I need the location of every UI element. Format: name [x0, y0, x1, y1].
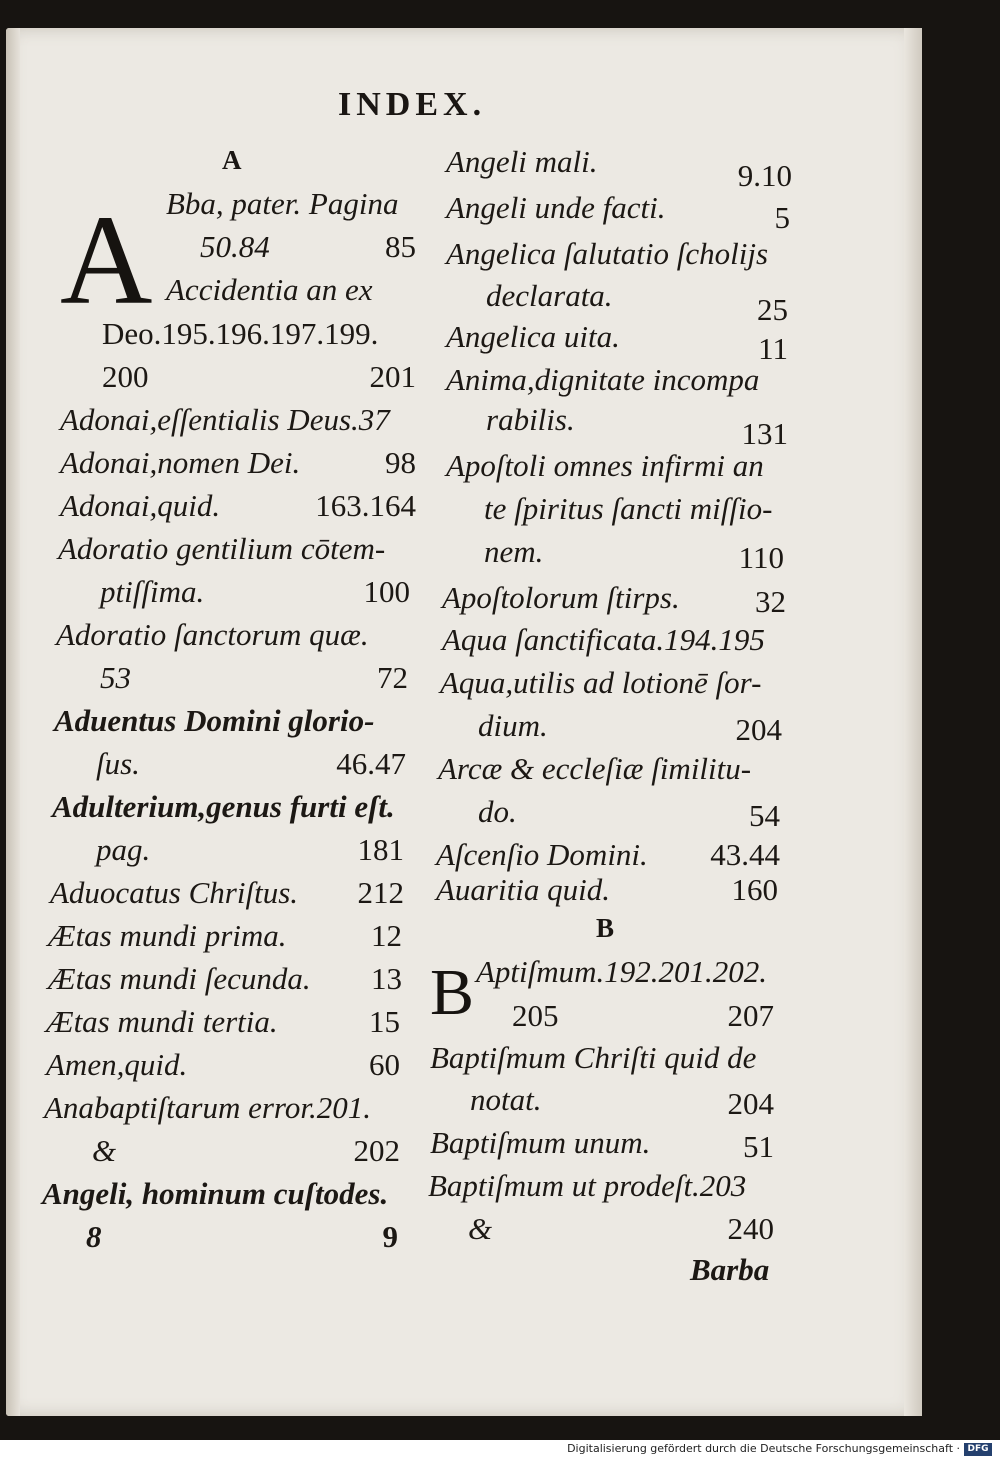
list-item: Auaritia quid. 160	[436, 872, 778, 907]
list-item: Apoſtolorum ſtirps. 32	[442, 580, 786, 619]
list-item: Angelica ſalutatio ſcholijs	[446, 236, 769, 271]
list-item: Baptiſmum ut prodeſt.203	[428, 1168, 747, 1203]
list-item: Adulterium,genus furti eſt.	[52, 789, 395, 824]
list-item: Ætas mundi prima. 12	[48, 918, 402, 953]
list-item: Angelica uita. 11	[446, 319, 788, 366]
list-item: do. 54	[478, 794, 780, 833]
list-item: Apoſtoli omnes infirmi an	[446, 448, 764, 483]
page-edge-shadow	[904, 28, 922, 1416]
footer-bar	[0, 1440, 1000, 1459]
drop-cap-b: B	[430, 956, 475, 1029]
list-item: Adoratio ſanctorum quæ.	[56, 617, 369, 652]
list-item: & 202	[92, 1133, 400, 1168]
list-item: Deo.195.196.197.199.	[102, 316, 379, 351]
list-item: Baptiſmum unum. 51	[430, 1125, 774, 1164]
list-item: 200 201	[102, 359, 416, 394]
list-item: Adoratio gentilium cōtem-	[58, 531, 386, 566]
page-gutter-shadow	[6, 28, 20, 1416]
list-item: Angeli unde facti. 5	[446, 190, 790, 235]
list-item: Aduentus Domini glorio-	[54, 703, 375, 738]
list-item: Aptiſmum.192.201.202.	[476, 954, 768, 989]
list-item: 205 207	[512, 998, 774, 1033]
list-item: declarata. 25	[486, 278, 788, 327]
list-item: 50.84 85	[200, 229, 416, 264]
list-item: ſus. 46.47	[96, 746, 406, 781]
list-item: Adonai,eſſentialis Deus.37	[60, 402, 390, 437]
list-item: Angeli mali. 9.10	[446, 144, 792, 193]
page-heading: INDEX.	[338, 86, 487, 123]
list-item: Arcæ & eccleſiæ ſimilitu-	[438, 751, 752, 786]
list-item: 53 72	[100, 660, 408, 695]
list-item: Ætas mundi ſecunda. 13	[48, 961, 402, 996]
list-item: Anima,dignitate incompa	[446, 362, 760, 397]
drop-cap-a: A	[60, 189, 153, 331]
catchword: Barba	[690, 1252, 770, 1287]
list-item: & 240	[468, 1211, 774, 1246]
section-letter-b: B	[596, 913, 615, 943]
list-item: dium. 204	[478, 708, 782, 747]
list-item: ptiſſima. 100	[100, 574, 410, 609]
list-item: nem. 110	[484, 534, 784, 575]
list-item: Anabaptiſtarum error.201.	[44, 1090, 371, 1125]
list-item: Angeli, hominum cuſtodes.	[42, 1176, 389, 1211]
list-item: Bba, pater. Pagina	[166, 186, 399, 221]
list-item: te ſpiritus ſancti miſſio-	[484, 491, 773, 526]
list-item: Aduocatus Chriſtus. 212	[50, 875, 404, 910]
list-item: Aqua,utilis ad lotionē ſor-	[440, 665, 762, 700]
list-item: Aſcenſio Domini. 43.44	[436, 837, 780, 872]
footer-credit: Digitalisierung gefördert durch die Deutsche Forschungsgemeinschaft ·	[567, 1442, 960, 1455]
list-item: Aqua ſanctificata.194.195	[442, 622, 765, 657]
section-letter-a: A	[222, 145, 242, 175]
list-item: 8 9	[86, 1219, 398, 1254]
list-item: rabilis. 131	[486, 402, 788, 451]
list-item: pag. 181	[96, 832, 404, 867]
list-item: Adonai,nomen Dei. 98	[60, 445, 416, 480]
list-item: Baptiſmum Chriſti quid de	[430, 1040, 757, 1075]
list-item: notat. 204	[470, 1082, 774, 1121]
list-item: Adonai,quid. 163.164	[60, 488, 416, 523]
dfg-logo: DFG	[964, 1443, 992, 1456]
list-item: Accidentia an ex	[166, 272, 373, 307]
list-item: Amen,quid. 60	[46, 1047, 400, 1082]
list-item: Ætas mundi tertia. 15	[46, 1004, 400, 1039]
